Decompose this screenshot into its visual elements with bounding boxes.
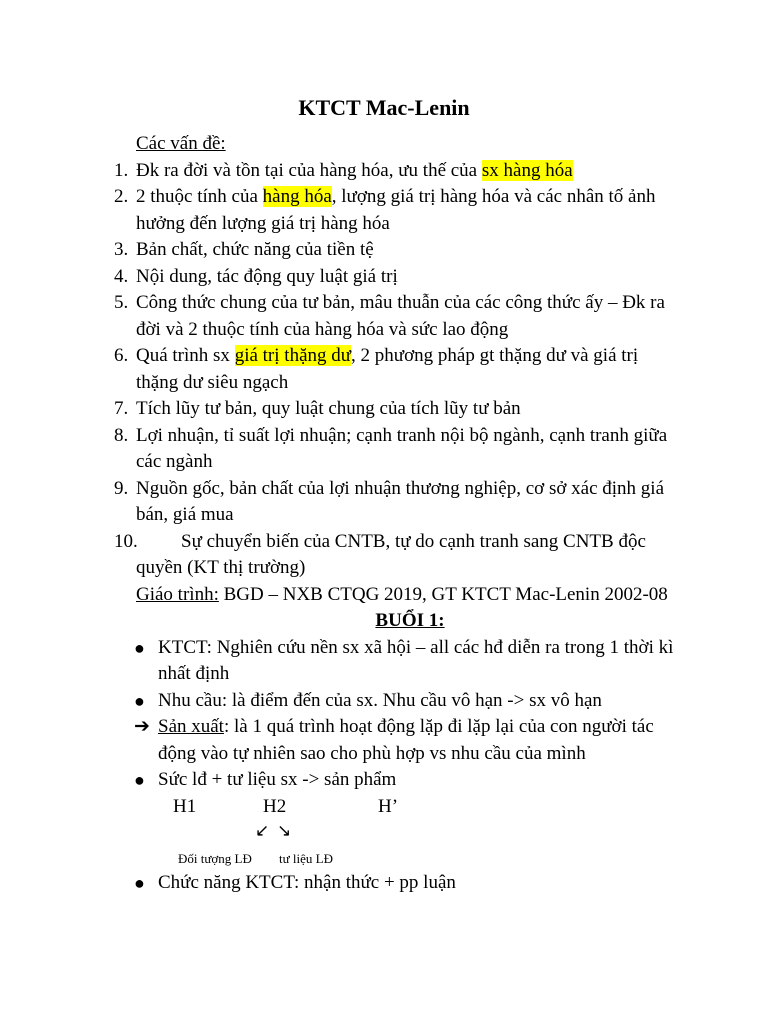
h-prime-label: H’	[378, 795, 399, 817]
list-item: 5. Công thức chung của tư bản, mâu thuẫn của các công thức ấy – Đk ra đời và 2 thuộc tính của hàng hóa và sức lao động	[114, 292, 665, 340]
diagram-arrows	[114, 820, 684, 844]
h1-label: H1	[173, 795, 197, 817]
list-item: 8. Lợi nhuận, tỉ suất lợi nhuận; cạnh tranh nội bộ ngành, cạnh tranh giữa các ngành	[114, 424, 668, 472]
h2-label: H2	[263, 795, 287, 817]
bullet-item: ● KTCT: Nghiên cứu nền sx xã hội – all các hđ diễn ra trong 1 thời kì nhất định	[134, 636, 674, 684]
arrow-right-icon: ➔	[134, 716, 150, 737]
bullet-item: ● Sức lđ + tư liệu sx -> sản phẩm	[114, 767, 684, 794]
bullet-item: ● Chức năng KTCT: nhận thức + pp luận	[114, 870, 684, 897]
textbook-line: Giáo trình: BGD – NXB CTQG 2019, GT KTCT Mac-Lenin 2002-08	[136, 583, 668, 605]
list-item: 6. Quá trình sx giá trị thặng dư, 2 phương pháp gt thặng dư và giá trị thặng dư siêu ngạch	[114, 345, 639, 393]
list-item: 3. Bản chất, chức năng của tiền tệ	[114, 239, 374, 260]
list-item: 1. Đk ra đời và tồn tại của hàng hóa, ưu thế của sx hàng hóa	[114, 159, 573, 181]
issues-heading: Các vấn đề:	[136, 133, 226, 154]
sub-label-means: tư liệu LĐ	[279, 850, 333, 866]
list-item: 7. Tích lũy tư bản, quy luật chung của tích lũy tư bản	[114, 398, 521, 419]
list-item-10: 10. Sự chuyển biến của CNTB, tự do cạnh tranh sang CNTB độc quyền (KT thị trường)	[114, 530, 646, 578]
highlight: hàng hóa	[262, 186, 332, 207]
highlight: sx hàng hóa	[481, 159, 573, 181]
document-title: KTCT Mac-Lenin	[298, 95, 470, 120]
highlight: giá trị thặng dư	[234, 345, 352, 366]
arrow-down-left-icon: ↙	[255, 820, 270, 840]
h-labels-row	[114, 794, 684, 820]
bullet-icon: ●	[134, 770, 145, 790]
sub-label-object: Đối tượng LĐ	[178, 850, 252, 866]
list-item: 9. Nguồn gốc, bản chất của lợi nhuận thương nghiệp, cơ sở xác định giá bán, giá mua	[114, 477, 665, 525]
issues-list	[114, 158, 684, 529]
arrow-item: ➔ Sản xuất: là 1 quá trình hoạt động lặp đi lặp lại của con người tác động vào tự nhiên sao cho phù hợp vs nhu cầu của mình	[134, 716, 654, 764]
bullet-icon: ●	[134, 637, 145, 658]
arrow-down-right-icon: ↘	[277, 820, 292, 840]
sub-labels-row	[114, 844, 684, 870]
list-item: 4. Nội dung, tác động quy luật giá trị	[114, 265, 398, 287]
bullet-item: ● Nhu cầu: là điểm đến của sx. Nhu cầu vô hạn -> sx vô hạn	[114, 688, 684, 715]
bullet-icon: ●	[134, 690, 145, 711]
session-heading: BUỔI 1:	[375, 610, 445, 631]
document-body	[114, 131, 684, 896]
list-item: 2. 2 thuộc tính của hàng hóa, lượng giá trị hàng hóa và các nhân tố ảnh hưởng đến lượng giá trị hàng hóa	[114, 186, 656, 234]
bullet-icon: ●	[134, 872, 145, 893]
